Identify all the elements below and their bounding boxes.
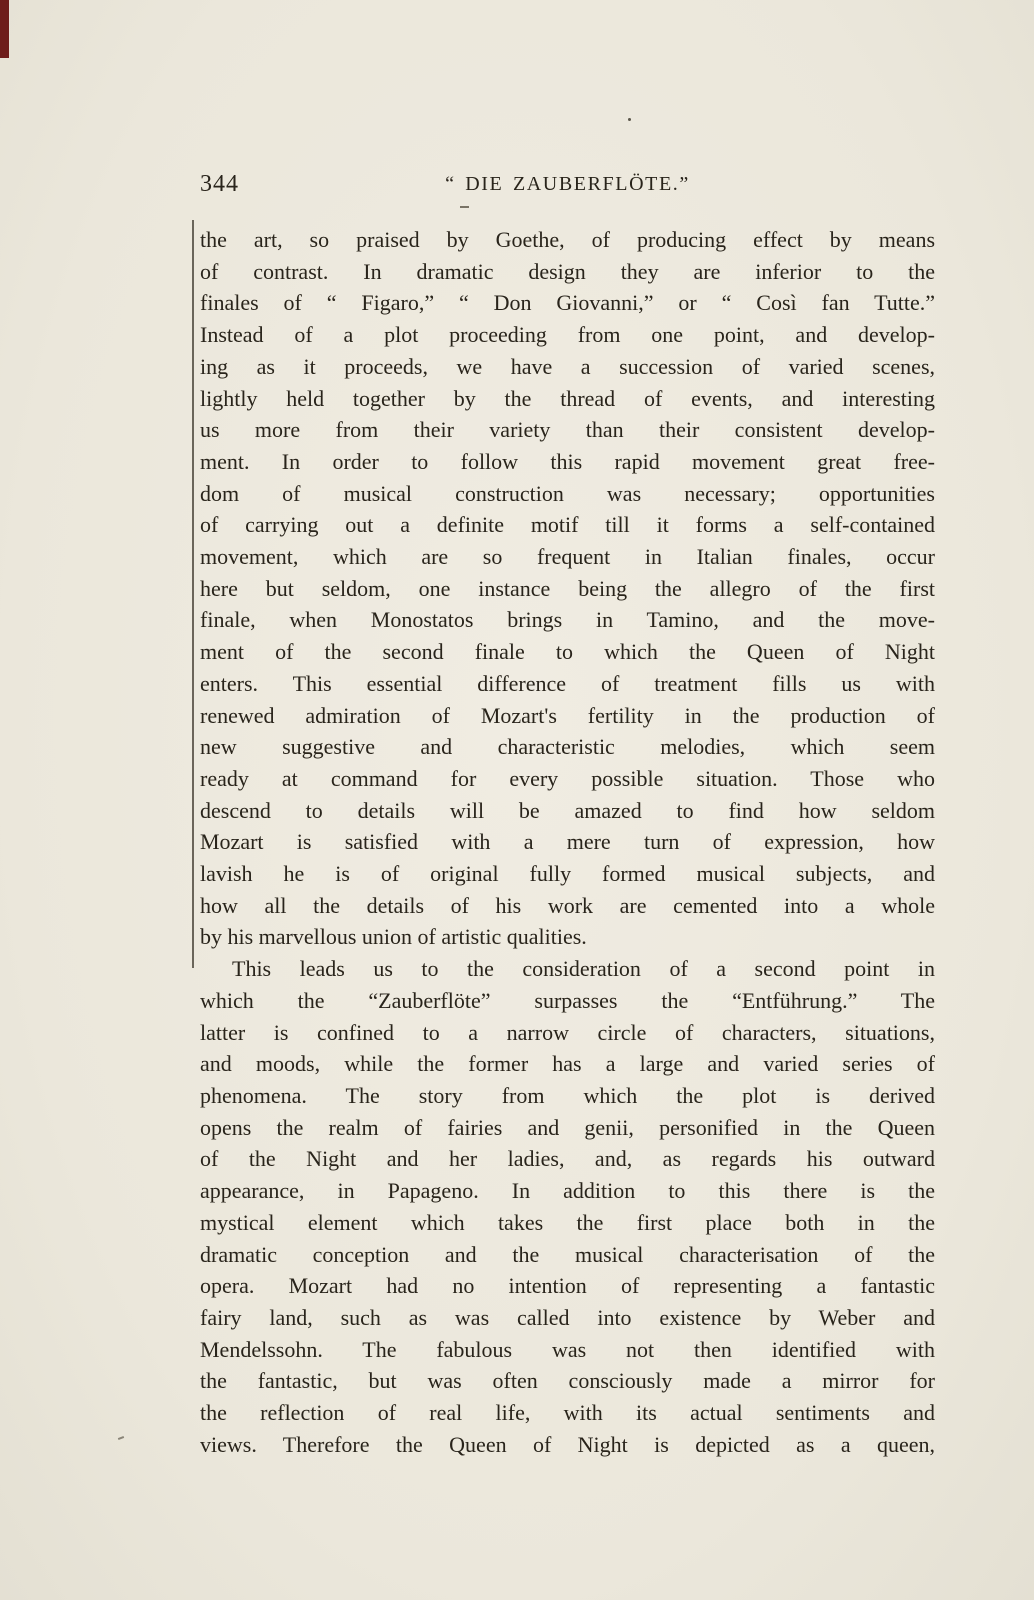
text-line: Mendelssohn. The fabulous was not then identified with: [200, 1336, 935, 1362]
text-line: and moods, while the former has a large and varied series of: [200, 1051, 935, 1077]
text-line: of contrast. In dramatic design they are inferior to the: [200, 258, 935, 284]
spine-edge-artifact: [0, 0, 9, 58]
text-line: by his marvellous union of artistic qualities.: [200, 924, 587, 950]
text-line: ment of the second finale to which the Queen of Night: [200, 639, 935, 665]
left-margin-rule: [192, 220, 194, 968]
text-line: of the Night and her ladies, and, as regards his outward: [200, 1146, 935, 1172]
text-line: descend to details will be amazed to find how seldom: [200, 797, 935, 823]
text-line: ready at command for every possible situation. Those who: [200, 765, 935, 791]
text-line: opera. Mozart had no intention of representing a fantastic: [200, 1273, 935, 1299]
text-line: appearance, in Papageno. In addition to this there is the: [200, 1178, 935, 1204]
text-line: dom of musical construction was necessary; opportunities: [200, 480, 935, 506]
text-line: of carrying out a definite motif till it forms a self-contained: [200, 512, 935, 538]
text-line: the fantastic, but was often consciously made a mirror for: [200, 1368, 935, 1394]
text-line: latter is confined to a narrow circle of characters, situations,: [200, 1019, 935, 1045]
text-line: phenomena. The story from which the plot is derived: [200, 1082, 935, 1108]
text-line: opens the realm of fairies and genii, personified in the Queen: [200, 1114, 935, 1140]
text-line: here but seldom, one instance being the allegro of the first: [200, 575, 935, 601]
text-line: which the “Zauberflöte” surpasses the “Entführung.” The: [200, 987, 935, 1013]
text-line: lightly held together by the thread of events, and interesting: [200, 385, 935, 411]
text-line: ing as it proceeds, we have a succession of varied scenes,: [200, 353, 935, 379]
text-line: how all the details of his work are cemented into a whole: [200, 892, 935, 918]
running-title: “ DIE ZAUBERFLÖTE.”: [445, 173, 690, 195]
text-line: finale, when Monostatos brings in Tamino, and the move-: [200, 607, 935, 633]
text-line: views. Therefore the Queen of Night is depicted as a queen,: [200, 1431, 935, 1457]
text-line: mystical element which takes the first place both in the: [200, 1209, 935, 1235]
text-line: lavish he is of original fully formed musical subjects, and: [200, 861, 935, 887]
text-line: the reflection of real life, with its actual sentiments and: [200, 1400, 935, 1426]
text-line: This leads us to the consideration of a second point in: [232, 956, 935, 982]
text-line: Mozart is satisfied with a mere turn of expression, how: [200, 829, 935, 855]
text-line: finales of “ Figaro,” “ Don Giovanni,” or “ Così fan Tutte.”: [200, 290, 935, 316]
text-line: enters. This essential difference of treatment fills us with: [200, 670, 935, 696]
paragraph: [200, 953, 935, 1460]
scan-artifact-dot: [628, 118, 631, 121]
text-line: ment. In order to follow this rapid movement great free-: [200, 448, 935, 474]
text-line: renewed admiration of Mozart's fertility in the production of: [200, 702, 935, 728]
scan-artifact-dash: [460, 206, 469, 208]
text-line: movement, which are so frequent in Italian finales, occur: [200, 544, 935, 570]
text-line: new suggestive and characteristic melodies, which seem: [200, 734, 935, 760]
text-block: [200, 224, 935, 1460]
text-line: Instead of a plot proceeding from one point, and develop-: [200, 322, 935, 348]
text-line: the art, so praised by Goethe, of producing effect by means: [200, 227, 935, 252]
paragraph: [200, 224, 935, 953]
text-line: dramatic conception and the musical characterisation of the: [200, 1241, 935, 1267]
page-number: 344: [200, 171, 239, 197]
text-line: fairy land, such as was called into existence by Weber and: [200, 1304, 935, 1330]
scan-artifact-mark: [118, 1436, 124, 1440]
text-line: us more from their variety than their consistent develop-: [200, 417, 935, 443]
